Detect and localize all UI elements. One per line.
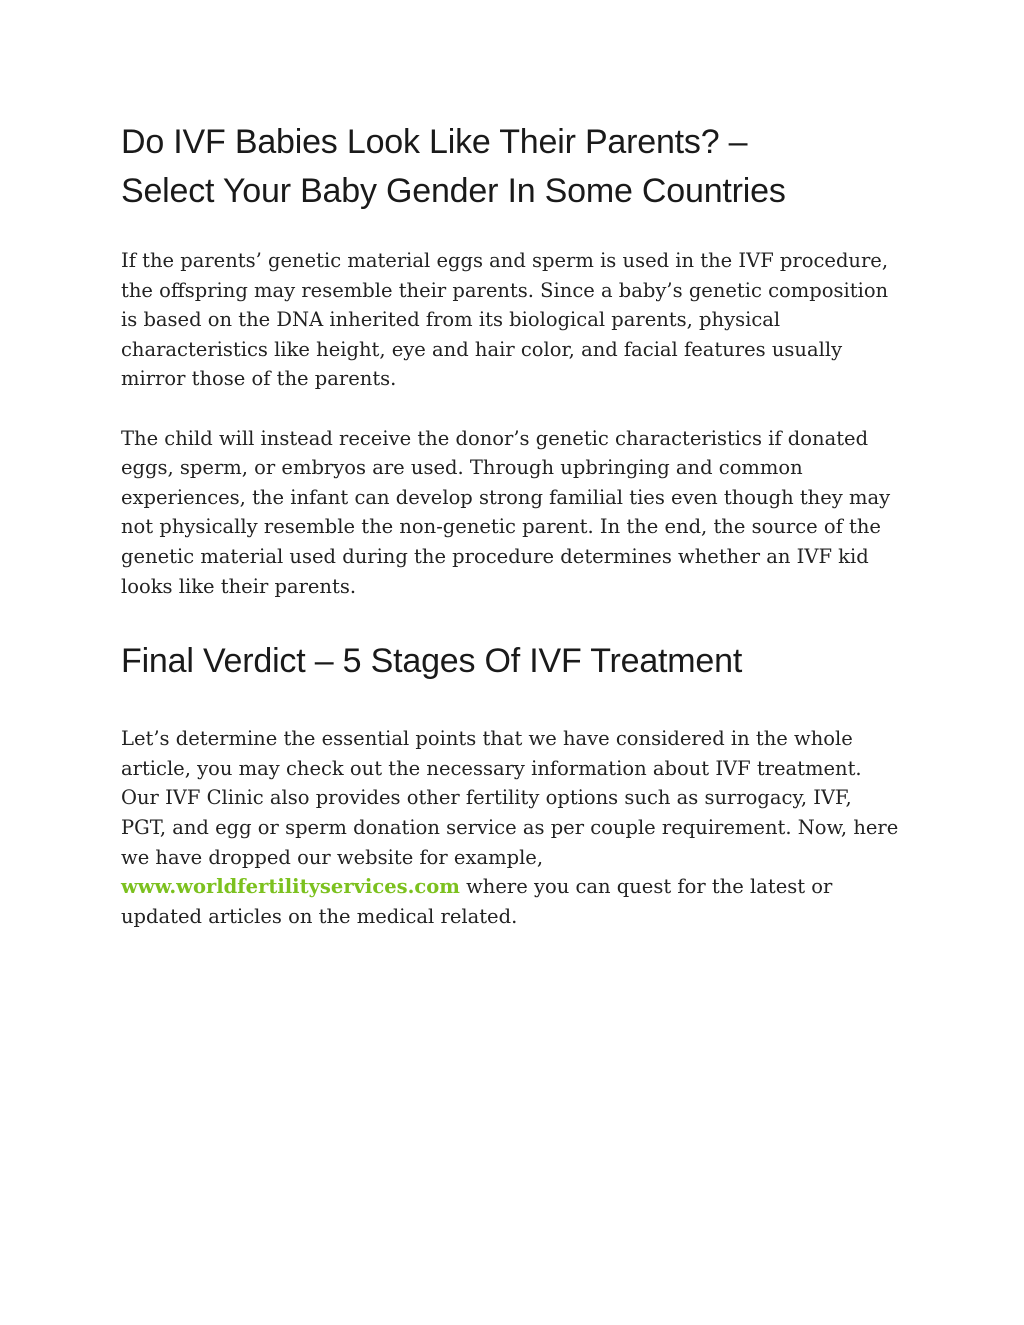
- paragraph-line: characteristics like height, eye and hair color, and facial features usually: [121, 337, 843, 361]
- paragraph-line: eggs, sperm, or embryos are used. Through upbringing and common: [121, 456, 803, 480]
- paragraph-line: PGT, and egg or sperm donation service as per couple requirement. Now, here: [121, 815, 899, 839]
- page-title: [121, 118, 911, 216]
- paragraph-line: is based on the DNA inherited from its biological parents, physical: [121, 308, 781, 332]
- paragraph-line-with-link: [121, 872, 911, 902]
- paragraph-donor-characteristics: [121, 424, 911, 602]
- paragraph-line: the offspring may resemble their parents. Since a baby’s genetic composition: [121, 278, 889, 302]
- paragraph-genetic-resemblance: [121, 246, 911, 394]
- link-trailing-text: where you can quest for the latest or: [459, 875, 833, 899]
- paragraph-final-verdict: [121, 724, 911, 931]
- page-title-line-2: Select Your Baby Gender In Some Countries: [121, 172, 786, 210]
- paragraph-line: If the parents’ genetic material eggs and sperm is used in the IVF procedure,: [121, 249, 889, 272]
- paragraph-line: article, you may check out the necessary information about IVF treatment.: [121, 756, 862, 780]
- paragraph-line: experiences, the infant can develop strong familial ties even though they may: [121, 485, 891, 509]
- paragraph-line: looks like their parents.: [121, 574, 357, 598]
- paragraph-line: genetic material used during the procedure determines whether an IVF kid: [121, 544, 869, 568]
- section-heading-final-verdict: Final Verdict – 5 Stages Of IVF Treatment: [121, 642, 743, 681]
- paragraph-line: The child will instead receive the donor’s genetic characteristics if donated: [121, 426, 869, 450]
- page-title-line-1: Do IVF Babies Look Like Their Parents? –: [121, 123, 748, 161]
- paragraph-line: not physically resemble the non-genetic parent. In the end, the source of the: [121, 515, 881, 539]
- paragraph-line: Our IVF Clinic also provides other fertility options such as surrogacy, IVF,: [121, 786, 852, 810]
- paragraph-line: Let’s determine the essential points that we have considered in the whole: [121, 727, 853, 751]
- website-link[interactable]: www.worldfertilityservices.com: [121, 875, 460, 899]
- document-page: [121, 118, 911, 931]
- paragraph-line: we have dropped our website for example,: [121, 845, 544, 869]
- paragraph-line: mirror those of the parents.: [121, 367, 397, 391]
- paragraph-line: updated articles on the medical related.: [121, 904, 518, 928]
